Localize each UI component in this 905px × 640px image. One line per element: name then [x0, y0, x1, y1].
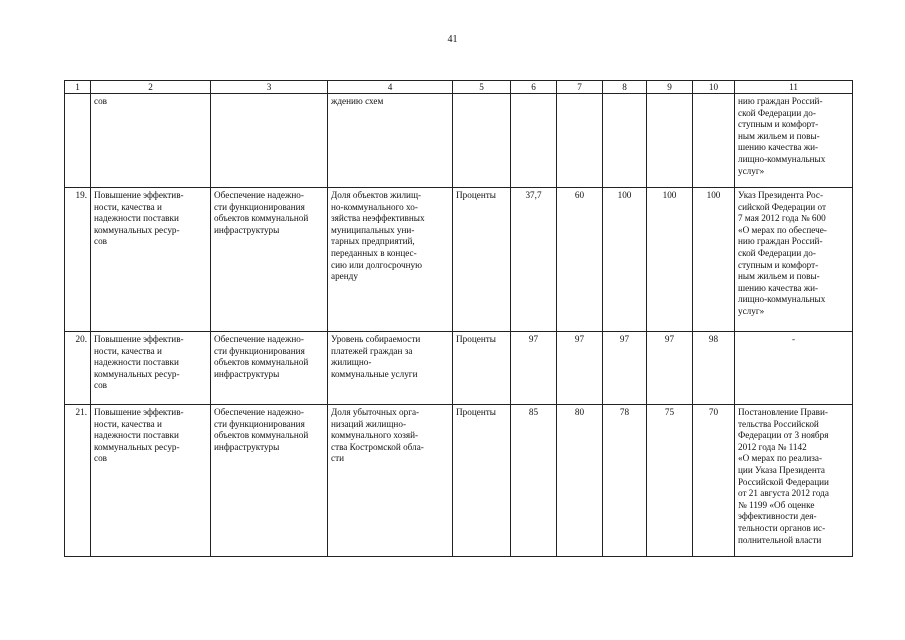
unit-cell: Проценты: [453, 405, 511, 557]
column-header: 1: [65, 81, 91, 94]
column-header: 10: [693, 81, 735, 94]
indicator-cell: ждению схем: [328, 94, 453, 188]
column-header: 4: [328, 81, 453, 94]
value-cell: 80: [557, 405, 603, 557]
column-header: 2: [91, 81, 211, 94]
row-number: 21.: [65, 405, 91, 557]
value-cell: 98: [693, 332, 735, 405]
unit-cell: Проценты: [453, 188, 511, 332]
unit-cell: Проценты: [453, 332, 511, 405]
column-header: 9: [647, 81, 693, 94]
value-cell: [647, 94, 693, 188]
goal-cell: сов: [91, 94, 211, 188]
indicator-cell: Доля объектов жилищ- но-коммунального хо- зяйства неэффективных муниципальных уни- тарных предприятий, переданных в концес- сию или долгосрочную аренду: [328, 188, 453, 332]
task-cell: Обеспечение надежно- сти функционирования объектов коммунальной инфраструктуры: [211, 188, 328, 332]
table-row: [65, 188, 853, 332]
value-cell: [511, 94, 557, 188]
legal-basis-cell: нию граждан Россий- ской Федерации до- ступным и комфорт- ным жильем и повы- шению качества жи- лищно-коммунальных услуг»: [735, 94, 853, 188]
indicator-cell: Доля убыточных орга- низаций жилищно- коммунального хозяй- ства Костромской обла- сти: [328, 405, 453, 557]
task-cell: Обеспечение надежно- сти функционирования объектов коммунальной инфраструктуры: [211, 405, 328, 557]
value-cell: 70: [693, 405, 735, 557]
value-cell: [693, 94, 735, 188]
value-cell: 60: [557, 188, 603, 332]
legal-basis-cell: -: [735, 332, 853, 405]
value-cell: 97: [603, 332, 647, 405]
value-cell: [557, 94, 603, 188]
column-header: 6: [511, 81, 557, 94]
task-cell: Обеспечение надежно- сти функционирования объектов коммунальной инфраструктуры: [211, 332, 328, 405]
table-row: [65, 332, 853, 405]
goal-cell: Повышение эффектив- ности, качества и надежности поставки коммунальных ресур- сов: [91, 405, 211, 557]
value-cell: 75: [647, 405, 693, 557]
table-row: [65, 94, 853, 188]
legal-basis-cell: Постановление Прави- тельства Российской Федерации от 3 ноября 2012 года № 1142 «О мерах по реализа- ции Указа Президента Российской Федерации от 21 августа 2012 года № 1199 «Об оценке эффективности дея- тельности органов ис- полнительной власти: [735, 405, 853, 557]
goal-cell: Повышение эффектив- ности, качества и надежности поставки коммунальных ресур- сов: [91, 188, 211, 332]
value-cell: [603, 94, 647, 188]
column-header: 7: [557, 81, 603, 94]
table-row: [65, 405, 853, 557]
column-header: 11: [735, 81, 853, 94]
column-number-row: [65, 81, 853, 94]
column-header: 5: [453, 81, 511, 94]
value-cell: 100: [647, 188, 693, 332]
goal-cell: Повышение эффектив- ности, качества и надежности поставки коммунальных ресур- сов: [91, 332, 211, 405]
row-number: 19.: [65, 188, 91, 332]
legal-basis-cell: Указ Президента Рос- сийской Федерации от 7 мая 2012 года № 600 «О мерах по обеспече- нию граждан Россий- ской Федерации до- ступным и комфорт- ным жильем и повы- шению качества жи- лищно-коммунальных услуг»: [735, 188, 853, 332]
data-table: [64, 80, 853, 557]
value-cell: 78: [603, 405, 647, 557]
value-cell: 100: [603, 188, 647, 332]
value-cell: 97: [557, 332, 603, 405]
task-cell: [211, 94, 328, 188]
value-cell: 37,7: [511, 188, 557, 332]
row-number: [65, 94, 91, 188]
value-cell: 97: [511, 332, 557, 405]
unit-cell: [453, 94, 511, 188]
value-cell: 100: [693, 188, 735, 332]
row-number: 20.: [65, 332, 91, 405]
value-cell: 85: [511, 405, 557, 557]
column-header: 8: [603, 81, 647, 94]
page-number: 41: [447, 34, 458, 45]
value-cell: 97: [647, 332, 693, 405]
indicator-cell: Уровень собираемости платежей граждан за жилищно- коммунальные услуги: [328, 332, 453, 405]
column-header: 3: [211, 81, 328, 94]
